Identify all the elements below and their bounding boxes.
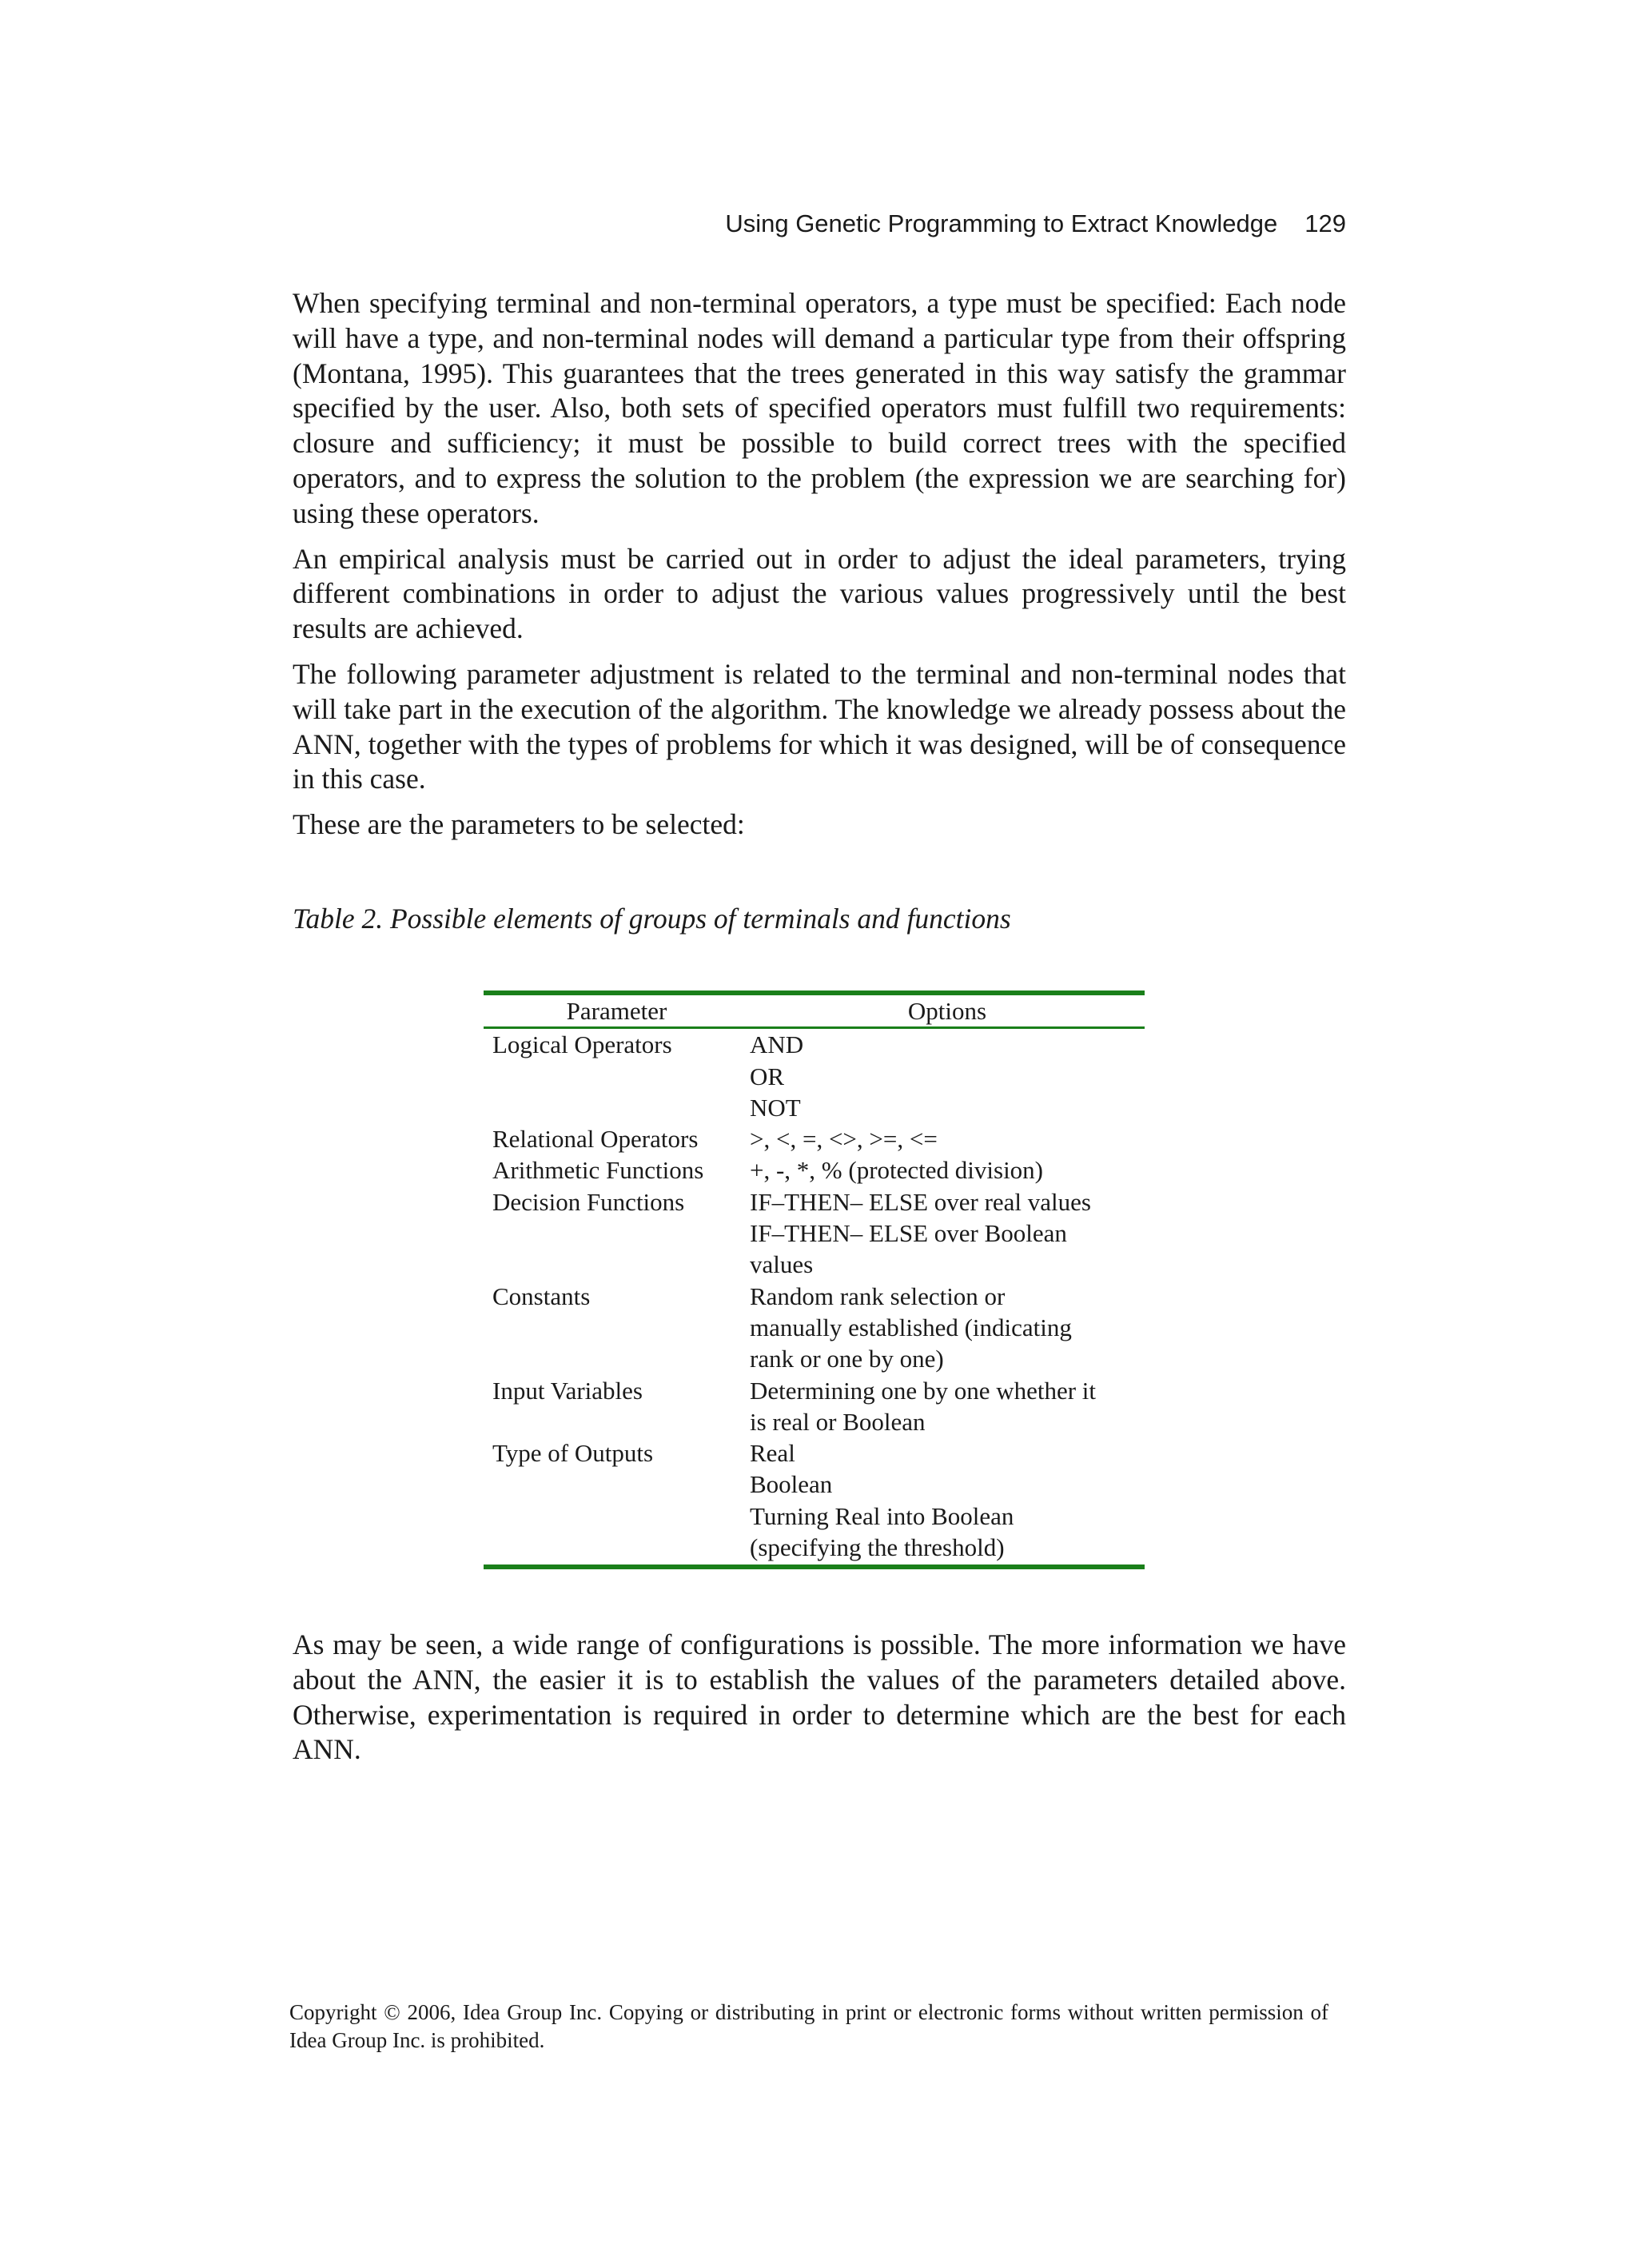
options-cell <box>750 1123 1145 1154</box>
running-title: Using Genetic Programming to Extract Knowledge <box>725 209 1278 237</box>
paragraph-1: When specifying terminal and non-terminal operators, a type must be specified: Each node will have a type, and non-terminal nodes will demand a particular type from their offspring (Montana, 1995). This guarantees that the trees generated in this way satisfy the grammar specified by the user. Also, both sets of specified operators must fulfill two requirements: closure and sufficiency; it must be possible to build correct trees with the specified operators, and to express the solution to the problem (the expression we are searching for) using these operators. <box>293 287 1346 529</box>
table-caption: Table 2. Possible elements of groups of terminals and functions <box>293 903 1011 935</box>
option-line: IF–THEN– ELSE over real values <box>750 1187 1091 1216</box>
paragraph-4: These are the parameters to be selected: <box>293 808 745 841</box>
option-line: >, <, =, <>, >=, <= <box>750 1125 938 1154</box>
option-line: IF–THEN– ELSE over Boolean <box>750 1219 1067 1248</box>
table-row <box>484 1281 1145 1375</box>
column-header-parameter: Parameter <box>566 997 667 1025</box>
options-cell <box>750 1281 1145 1375</box>
options-cell <box>750 1154 1145 1186</box>
option-line: Boolean <box>750 1470 833 1499</box>
column-header-options: Options <box>907 997 987 1025</box>
parameter-cell: Type of Outputs <box>492 1439 654 1468</box>
running-head <box>293 209 1346 238</box>
table-body <box>484 1028 1145 1568</box>
option-line: Determining one by one whether it <box>750 1376 1097 1405</box>
body-text <box>293 286 1346 853</box>
option-line: rank or one by one) <box>750 1345 944 1373</box>
table-header-row <box>484 993 1145 1028</box>
paragraph-2: An empirical analysis must be carried out in order to adjust the ideal parameters, trying different combinations in order to adjust the various values progressively until the best results are achieved. <box>293 542 1346 645</box>
parameters-table-wrap <box>484 991 1145 1569</box>
option-line: +, -, *, % (protected division) <box>750 1156 1044 1185</box>
option-line: Real <box>750 1439 795 1468</box>
option-line: (specifying the threshold) <box>750 1533 1005 1562</box>
option-line: NOT <box>750 1093 801 1122</box>
options-cell <box>750 1437 1145 1567</box>
option-line: manually established (indicating <box>750 1313 1072 1341</box>
table-row <box>484 1123 1145 1154</box>
table-row <box>484 1154 1145 1186</box>
table-row <box>484 1375 1145 1438</box>
table-row <box>484 1437 1145 1567</box>
options-cell <box>750 1028 1145 1123</box>
table-row <box>484 1028 1145 1123</box>
page-number: 129 <box>1304 209 1346 237</box>
closing-paragraph: As may be seen, a wide range of configurations is possible. The more information we have about the ANN, the easier it is to establish the values of the parameters detailed above. Otherwise, experimentation is required in order to determine which are the best for each ANN. <box>293 1628 1346 1766</box>
table-row <box>484 1186 1145 1281</box>
option-line: AND <box>750 1030 804 1059</box>
options-cell <box>750 1375 1145 1438</box>
option-line: values <box>750 1250 814 1279</box>
options-cell <box>750 1186 1145 1281</box>
parameter-cell: Decision Functions <box>492 1187 685 1216</box>
parameter-cell: Relational Operators <box>492 1125 699 1154</box>
option-line: is real or Boolean <box>750 1407 926 1436</box>
parameter-cell: Constants <box>492 1281 591 1310</box>
parameters-table <box>484 991 1145 1569</box>
parameter-cell: Arithmetic Functions <box>492 1156 704 1185</box>
copyright-footer: Copyright © 2006, Idea Group Inc. Copying or distributing in print or electronic forms without written permission of Idea Group Inc. is prohibited. <box>289 2000 1328 2052</box>
option-line: Random rank selection or <box>750 1281 1006 1310</box>
parameter-cell: Input Variables <box>492 1376 643 1405</box>
option-line: OR <box>750 1062 785 1090</box>
parameter-cell: Logical Operators <box>492 1030 672 1059</box>
option-line: Turning Real into Boolean <box>750 1501 1014 1530</box>
closing-text <box>293 1628 1346 1778</box>
paragraph-3: The following parameter adjustment is related to the terminal and non-terminal nodes that will take part in the execution of the algorithm. The knowledge we already possess about the ANN, together with the types of problems for which it was designed, will be of consequence in this case. <box>293 657 1346 795</box>
